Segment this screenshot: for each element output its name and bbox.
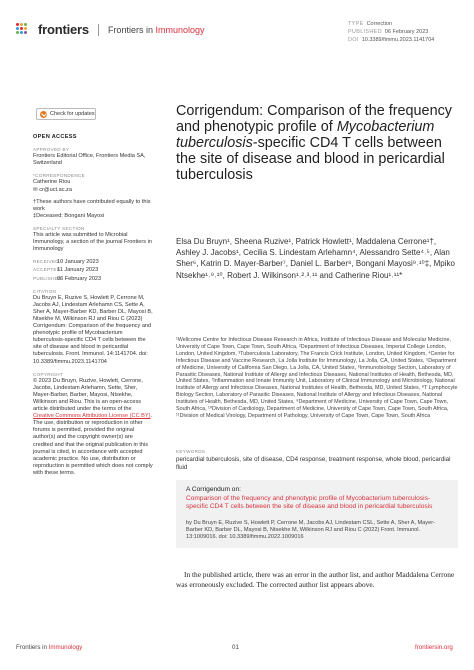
logo-wordmark: frontiers (38, 22, 89, 37)
correction-body-text: In the published article, there was an error in the author list, and author Maddalena Cerrone was erroneously excluded. The corrected author list appears above. (176, 570, 455, 589)
check-updates-label: Check for updates (50, 111, 95, 117)
keywords-label: KEYWORDS (176, 449, 206, 454)
open-access-label: OPEN ACCESS (33, 134, 77, 140)
published-label: PUBLISHED (348, 29, 382, 35)
accepted-value: 11 January 2023 (57, 267, 99, 274)
correspondence-email[interactable]: ✉ cr@uct.ac.za (33, 186, 72, 193)
copyright-text (33, 378, 153, 477)
keywords: pericardial tuberculosis, site of disease, CD4 response, treatment response, whole blood, pericardial fluid (176, 456, 451, 471)
check-updates-icon (40, 111, 47, 118)
check-updates-button[interactable] (36, 108, 96, 120)
footer-url[interactable]: frontiersin.org (415, 644, 453, 651)
corrigendum-article-link[interactable]: Comparison of the frequency and phenotypic profile of Mycobacterium tuberculosis-specific CD4 T cells between the site of disease and blood in pericardial tuberculosis (186, 495, 433, 511)
copyright-text-start: © 2023 Du Bruyn, Ruzive, Howlett, Cerrone, Jacobs, Lindestam Arlehamn, Sette, Sher, Mayer-Barber, Barber, Mayosi, Ntsekhe, Wilkinson and Riou. This is an open-access article distributed under the terms of the (33, 377, 143, 413)
doi-label: DOI (348, 37, 359, 43)
equal-contribution-note: †These authors have contributed equally to this work (33, 198, 151, 212)
title-part-1: Corrigendum: Comparison of the frequency and phenotypic profile of (176, 103, 452, 135)
sidebar-published-label: PUBLISHED (33, 275, 62, 281)
corrigendum-heading: A Corrigendum on: (186, 486, 241, 493)
deceased-note: ‡Deceased: Bongani Mayosi (33, 212, 105, 219)
footer-journal-prefix: Frontiers in (16, 644, 49, 651)
citation-label: CITATION (33, 288, 57, 294)
page-number: 01 (232, 644, 239, 651)
title-italic: Mycobacterium tuberculosis (176, 119, 435, 151)
published-value: 06 February 2023 (384, 29, 429, 35)
logo-divider (98, 24, 99, 36)
title-part-2: -specific CD4 T cells between the site of disease and blood in pericardial tuberculosis (176, 135, 445, 183)
accepted-label: ACCEPTED (33, 267, 61, 273)
doi-value[interactable]: 10.3389/fimmu.2023.1141704 (361, 37, 435, 43)
sidebar-published-value: 06 February 2023 (57, 275, 102, 282)
correspondence-label: *CORRESPONDENCE (33, 173, 85, 179)
author-list: Elsa Du Bruyn¹, Sheena Ruzive¹, Patrick Howlett¹, Maddalena Cerrone¹†, Ashley J. Jacobs¹, Cecilia S. Lindestam Arlehamn⁴, Alessandro Sette⁴˒⁵, Alan Sher⁶, Katrin D. Mayer-Barber⁷, Daniel L. Barber⁸, Bongani Mayosi⁹˒¹⁰‡, Mpiko Ntsekhe¹˒⁹˒¹⁰, Robert J. Wilkinson¹˒²˒³˒¹¹ and Catherine Riou¹˒¹¹* (176, 237, 455, 280)
approved-label: APPROVED BY (33, 147, 70, 153)
frontiers-logo-icon (16, 23, 32, 37)
specialty-text: This article was submitted to Microbial Immunology, a section of the journal Frontiers in Immunology (33, 232, 152, 253)
frontiers-logo[interactable] (16, 22, 204, 37)
sidebar (33, 134, 153, 482)
footer-journal-name: Immunology (48, 644, 83, 651)
received-label: RECEIVED (33, 259, 59, 265)
affiliations: ¹Wellcome Centre for Infectious Disease Research in Africa, Institute of Infectious Disease and Molecular Medicine, University of Cape Town, Cape Town, South Africa, ²Department of Infectious Diseases, Imperial College London, London, United Kingdom, ³Tuberculosis Laboratory, The Francis Crick Institute, London, United Kingdom, ⁴Center for Infectious Disease and Vaccine Research, La Jolla Institute for Immunology, La Jolla, CA, United States, ⁵Department of Medicine, University of California San Diego, La Jolla, CA, United States, ⁶Immunobiology Section, Laboratory of Parasitic Diseases, National Institute of Allergy and Infectious Diseases, National Institutes of Health, Bethesda, MD, United States, ⁷Inflammation and Innate Immunity Unit, Laboratory of Clinical Immunology and Microbiology, National Institute of Allergy and Infectious Diseases, National Institutes of Health, Bethesda, MD, United States, ⁸T Lymphocyte Biology Section, Laboratory of Parasitic Diseases, National Institute of Allergy and Infectious Diseases, National Institutes of Health, Bethesda, MD, United States, ⁹Department of Medicine, University of Cape Town, Cape Town, South Africa, ¹⁰Division of Cardiology, Department of Medicine, University of Cape Town, Cape Town, South Africa, ¹¹Division of Medical Virology, Department of Pathology, University of Cape Town, Cape Town, South Africa (176, 337, 458, 419)
page-header (0, 0, 474, 56)
corrigendum-citation: by Du Bruyn E, Ruzive S, Howlett P, Cerrone M, Jacobs AJ, Lindestam CSL, Sette A, Sher A, Mayer-Barber KD, Barber DL, Mayosi B, Ntsekhe M, Wilkinson RJ and Riou C (2022) Front. Immunol. 13:1009016. doi: 10.3389/fimmu.2022.1009016 (186, 520, 435, 541)
journal-name: Immunology (155, 24, 205, 35)
type-value: Correction (366, 21, 392, 27)
correspondence-name: Catherine Riou (33, 179, 71, 186)
footer-journal (16, 644, 82, 651)
journal-prefix: Frontiers in (107, 24, 156, 35)
received-value: 10 January 2023 (57, 259, 99, 266)
corrigendum-box (176, 480, 458, 548)
article-meta (348, 20, 434, 44)
journal-title (108, 25, 205, 35)
approved-text: Frontiers Editorial Office, Frontiers Media SA, Switzerland (33, 153, 146, 167)
page-footer (0, 636, 474, 670)
citation-text: Du Bruyn E, Ruzive S, Howlett P, Cerrone M, Jacobs AJ, Lindestam Arlehamn CS, Sette A, Sher A, Mayer-Barber KD, Barber DL, Mayosi B, Ntsekhe M, Wilkinson RJ and Riou C (2023) Corrigendum: Comparison of the frequency and phenotypic profile of Mycobacterium tuberculosis-specific CD4 T cells between the site of disease and blood in pericardial tuberculosis. Front. Immunol. 14:1141704. doi: 10.3389/fimmu.2023.1141704 (33, 294, 153, 365)
license-link[interactable]: Creative Commons Attribution License (CC BY) (33, 413, 151, 420)
specialty-label: SPECIALTY SECTION (33, 225, 85, 231)
type-label: TYPE (348, 21, 364, 27)
article-title (176, 103, 456, 183)
copyright-label: COPYRIGHT (33, 371, 64, 377)
copyright-text-end: . The use, distribution or reproduction in other forums is permitted, provided the original author(s) and the copyright owner(s) are credited and that the original publication in this journal is cited, in accordance with accepted academic practice. No use, distribution or reproduction is permitted which does not comply with these terms. (33, 413, 153, 476)
